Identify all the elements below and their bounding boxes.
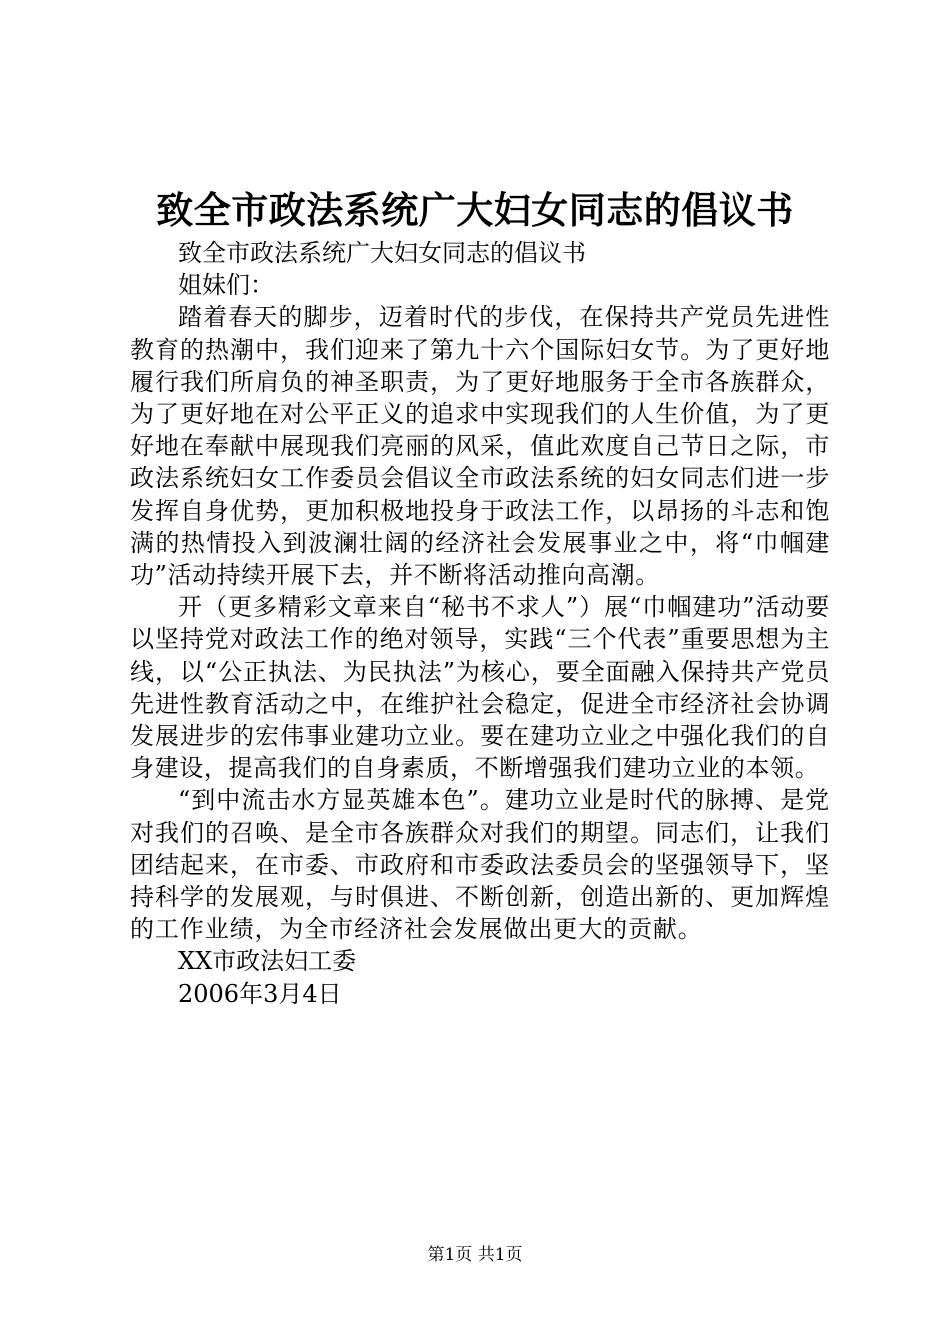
date: 2006年3月4日 — [178, 979, 342, 1008]
paragraph-1: 踏着春天的脚步，迈着时代的步伐，在保持共产党员先进性教育的热潮中，我们迎来了第九十六个国际妇女节。为了更好地履行我们所肩负的神圣职责，为了更好地服务于全市各族群众，为了更好地在对公平正义的追求中实现我们的人生价值，为了更好地在奉献中展现我们亮丽的风采，值此欢度自己节日之际，市政法系统妇女工作委员会倡议全市政法系统的妇女同志们进一步发挥自身优势，更加积极地投身于政法工作，以昂扬的斗志和饱满的热情投入到波澜壮阔的经济社会发展事业之中，将“巾帼建功”活动持续开展下去，并不断将活动推向高潮。 — [130, 303, 830, 590]
paragraph-2: 开（更多精彩文章来自“秘书不求人”）展“巾帼建功”活动要以坚持党对政法工作的绝对领导，实践“三个代表”重要思想为主线，以“公正执法、为民执法”为核心，要全面融入保持共产党员先进性教育活动之中，在维护社会稳定，促进全市经济社会协调发展进步的宏伟事业建功立业。要在建功立业之中强化我们的自身建设，提高我们的自身素质，不断增强我们建功立业的本领。 — [130, 593, 830, 783]
paragraph-3: “到中流击水方显英雄本色”。建功立业是时代的脉搏、是党对我们的召唤、是全市各族群众对我们的期望。同志们，让我们团结起来，在市委、市政府和市委政法委员会的坚强领导下，坚持科学的发展观，与时俱进、不断创新，创造出新的、更加辉煌的工作业绩，为全市经济社会发展做出更大的贡献。 — [130, 786, 830, 944]
salutation: 姐妹们： — [178, 271, 274, 300]
document-subtitle: 致全市政法系统广大妇女同志的倡议书 — [178, 239, 586, 267]
signature: XX市政法妇工委 — [178, 947, 357, 976]
document-body — [130, 237, 830, 1010]
page-footer: 第1页 共1页 — [427, 1245, 523, 1265]
document-title: 致全市政法系统广大妇女同志的倡议书 — [156, 188, 794, 232]
